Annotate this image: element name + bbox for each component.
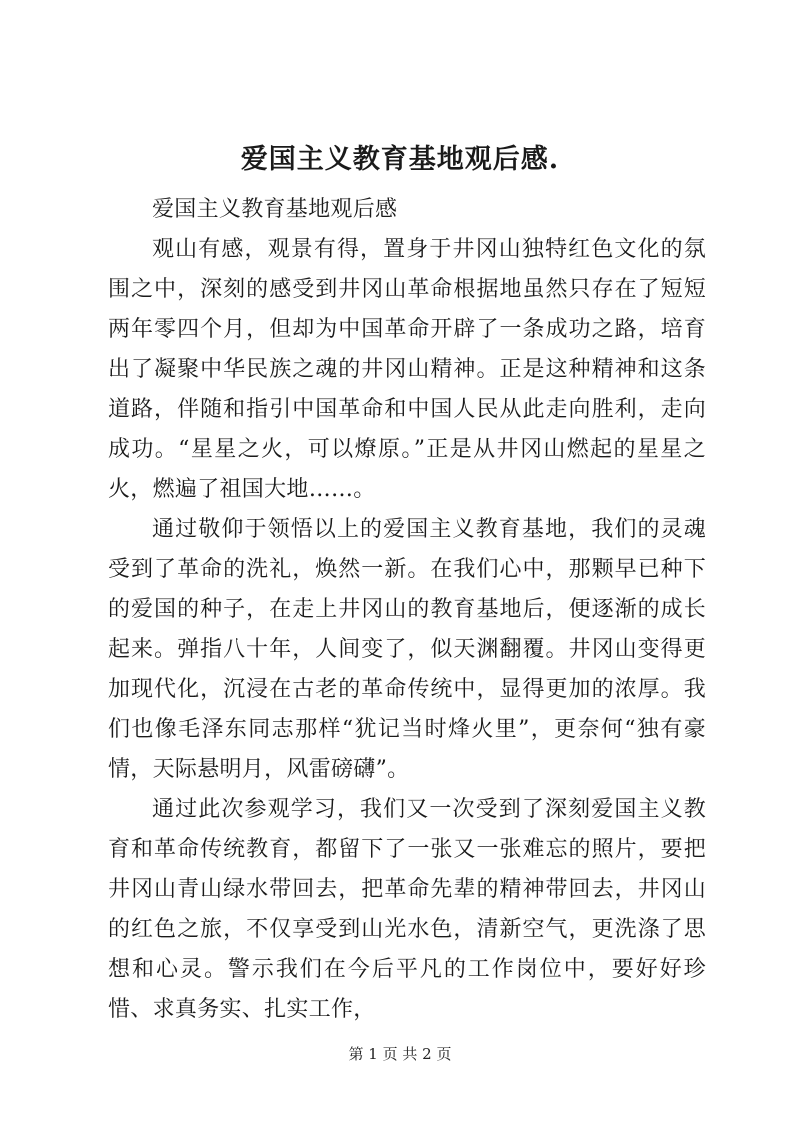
- document-body: [108, 190, 706, 1030]
- paragraph: 通过此次参观学习，我们又一次受到了深刻爱国主义教育和革命传统教育，都留下了一张又一张难忘的照片，要把井冈山青山绿水带回去，把革命先辈的精神带回去，井冈山的红色之旅，不仅享受到山光水色，清新空气，更洗涤了思想和心灵。警示我们在今后平凡的工作岗位中，要好好珍惜、求真务实、扎实工作，: [108, 797, 706, 1022]
- document-title: 爱国主义教育基地观后感.: [240, 144, 560, 175]
- page-footer: 第 1 页 共 2 页: [348, 1045, 452, 1063]
- paragraph: 观山有感，观景有得，置身于井冈山独特红色文化的氛围之中，深刻的感受到井冈山革命根据地虽然只存在了短短两年零四个月，但却为中国革命开辟了一条成功之路，培育出了凝聚中华民族之魂的井冈山精神。正是这种精神和这条道路，伴随和指引中国革命和中国人民从此走向胜利，走向成功。“星星之火，可以燎原。”正是从井冈山燃起的星星之火，燃遍了祖国大地……。: [108, 237, 706, 502]
- paragraph: 通过敬仰于领悟以上的爱国主义教育基地，我们的灵魂受到了革命的洗礼，焕然一新。在我们心中，那颗早已种下的爱国的种子，在走上井冈山的教育基地后，便逐渐的成长起来。弹指八十年，人间变了，似天渊翻覆。井冈山变得更加现代化，沉浸在古老的革命传统中，显得更加的浓厚。我们也像毛泽东同志那样“犹记当时烽火里”，更奈何“独有豪情，天际悬明月，风雷磅礴”。: [108, 517, 706, 782]
- paragraph-subtitle: 爱国主义教育基地观后感: [152, 197, 398, 222]
